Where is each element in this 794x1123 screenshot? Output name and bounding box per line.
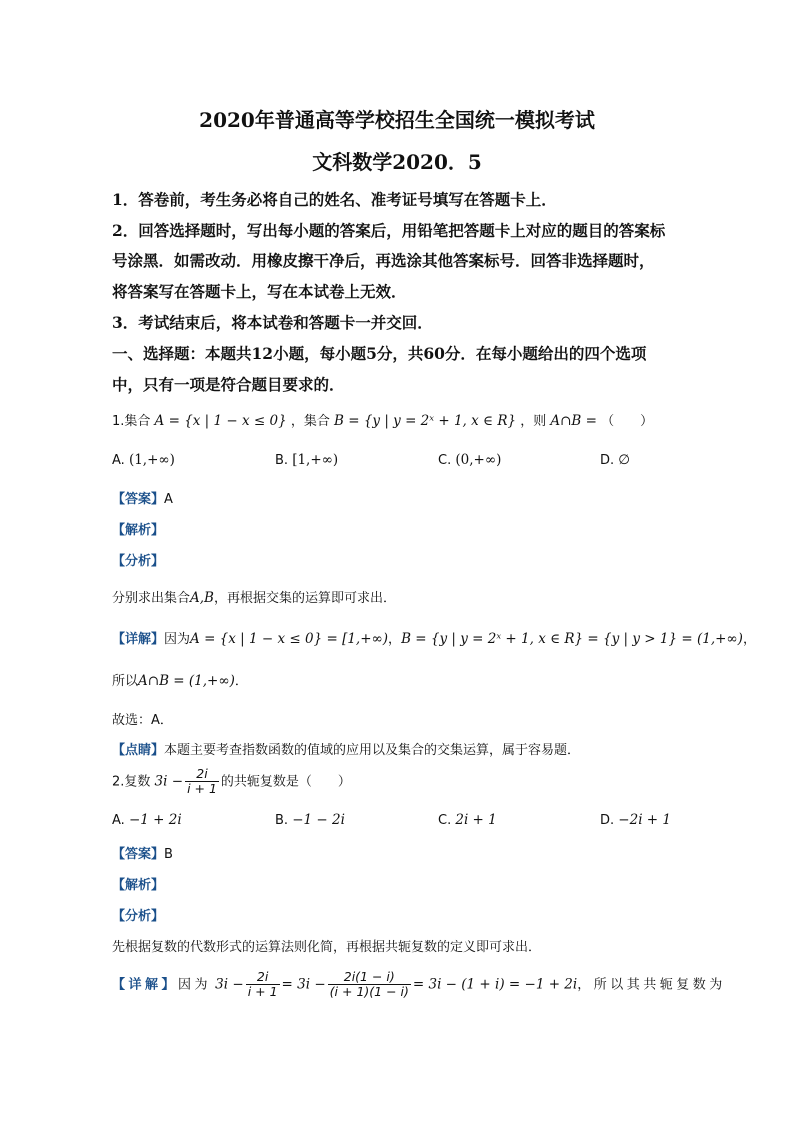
- q2-d-eq1: = 3i −: [281, 976, 326, 993]
- q1-comment-tag: 【点睛】: [112, 743, 165, 758]
- q2-option-a-value: −1 + 2i: [128, 812, 182, 828]
- q2-option-b-label: B.: [275, 813, 289, 828]
- q1-detail: [112, 628, 756, 647]
- q1-suffix: （ ）: [601, 414, 654, 429]
- q1-option-d: [600, 452, 630, 468]
- q1-mid2: ，则: [520, 414, 547, 429]
- q2-option-b: [275, 812, 345, 828]
- q2-answer-tag: 【答案】: [112, 847, 165, 862]
- q1-set-a: A = {x | 1 − x ≤ 0}: [154, 413, 287, 429]
- q2-option-a: [112, 812, 182, 828]
- note-2-line-3: 将答案写在答题卡上，写在本试卷上无效．: [112, 282, 407, 301]
- q1-option-c-label: C.: [438, 453, 452, 468]
- q1-detail-b: B = {y | y = 2ˣ + 1, x ∈ R} = {y | y > 1} = (1,+∞): [401, 631, 743, 647]
- q1-option-d-label: D.: [600, 453, 615, 468]
- q1-prefix: 1.集合: [112, 414, 151, 429]
- q1-option-c-value: (0,+∞): [455, 452, 502, 468]
- q2-analysis-tag: 【解析】: [112, 878, 165, 893]
- q2-frac-num: 2i: [185, 767, 219, 782]
- q1-detail-a: A = {x | 1 − x ≤ 0} = [1,+∞): [190, 631, 389, 647]
- note-2-line-2: 号涂黑．如需改动．用橡皮擦干净后，再选涂其他答案标号．回答非选择题时，: [112, 251, 655, 270]
- q1-detail-comma: ，: [388, 632, 402, 647]
- note-3: 3．考试结束后，将本试卷和答题卡一并交回．: [112, 313, 433, 332]
- q1-analysis-tag: 【解析】: [112, 523, 165, 538]
- q1-answer: [112, 488, 173, 507]
- q1-so: [112, 670, 248, 689]
- q1-so-expr: A∩B = (1,+∞): [138, 673, 235, 689]
- q2-detail-pre: 因为: [178, 977, 212, 993]
- q1-option-d-value: ∅: [618, 452, 631, 468]
- q2-d-frac1-num: 2i: [246, 970, 280, 985]
- q2-d-frac1: [246, 970, 280, 1000]
- q1-stem: [112, 410, 653, 429]
- q1-detail-pre: 因为: [164, 632, 191, 647]
- q1-option-c: [438, 452, 501, 468]
- q1-expr: A∩B =: [550, 413, 597, 429]
- q2-option-a-label: A.: [112, 813, 125, 828]
- q2-fenxi-tag: 【分析】: [112, 909, 165, 924]
- q1-answer-tag: 【答案】: [112, 492, 165, 507]
- note-1: 1．答卷前，考生务必将自己的姓名、准考证号填写在答题卡上．: [112, 190, 557, 209]
- q2-d-frac2: [328, 970, 411, 1000]
- q1-option-b-label: B.: [275, 453, 289, 468]
- q2-detail-tag: 【详解】: [112, 977, 179, 993]
- q2-d-rest: = 3i − (1 + i) = −1 + 2i: [412, 976, 578, 993]
- q2-d-frac2-den: (i + 1)(1 − i): [329, 984, 409, 1000]
- q2-prefix: 2.复数: [112, 774, 151, 790]
- q2-frac-den: i + 1: [187, 781, 217, 797]
- q1-option-a-value: (1,+∞): [128, 452, 175, 468]
- exam-title: 2020年普通高等学校招生全国统一模拟考试: [199, 108, 595, 132]
- q2-option-b-value: −1 − 2i: [292, 812, 345, 828]
- q2-d-frac1-den: i + 1: [247, 984, 278, 1000]
- q1-so-end: ．: [234, 674, 248, 689]
- q2-option-c: [438, 812, 497, 828]
- q2-option-d-value: −2i + 1: [618, 812, 671, 828]
- q1-fenxi-tag: 【分析】: [112, 554, 165, 569]
- q1-option-a-label: A.: [112, 453, 125, 468]
- note-2-line-1: 2．回答选择题时，写出每小题的答案后，用铅笔把答题卡上对应的题目的答案标: [112, 221, 666, 240]
- q2-detail-post: ，所以其共轭复数为: [577, 977, 726, 993]
- q2-answer-value: B: [164, 847, 173, 862]
- q1-choose: 故选：A．: [112, 713, 173, 728]
- q2-answer: [112, 843, 173, 862]
- q1-comment: [112, 739, 580, 758]
- q1-option-a: [112, 452, 175, 468]
- q1-option-b-value: [1,+∞): [292, 452, 339, 468]
- q1-comment-text: 本题主要考查指数函数的值域的应用以及集合的交集运算，属于容易题．: [164, 743, 581, 758]
- q1-mid: ，集合: [290, 414, 330, 429]
- q1-set-b: B = {y | y = 2ˣ + 1, x ∈ R}: [334, 413, 517, 429]
- q2-d-3i: 3i −: [215, 976, 244, 993]
- section-heading-line-2: 中，只有一项是符合题目要求的．: [112, 375, 345, 394]
- q1-detail-tag: 【详解】: [112, 632, 165, 647]
- exam-subtitle: 文科数学2020．5: [312, 150, 482, 174]
- q1-option-b: [275, 452, 338, 468]
- q1-fenxi: [112, 587, 396, 606]
- q2-fenxi: 先根据复数的代数形式的运算法则化简，再根据共轭复数的定义即可求出．: [112, 940, 542, 955]
- q2-detail: [112, 970, 726, 1000]
- q1-detail-end: ，: [742, 632, 756, 647]
- q2-option-d: [600, 812, 671, 828]
- q2-stem: [112, 767, 351, 797]
- q2-option-d-label: D.: [600, 813, 615, 828]
- q1-fenxi-post: ，再根据交集的运算即可求出．: [213, 591, 396, 606]
- q2-fraction: [185, 767, 219, 797]
- q1-fenxi-pre: 分别求出集合: [112, 591, 191, 606]
- q2-option-c-label: C.: [438, 813, 452, 828]
- q2-suffix: 的共轭复数是（ ）: [220, 774, 351, 790]
- q1-answer-value: A: [164, 492, 173, 507]
- q2-d-frac2-num: 2i(1 − i): [328, 970, 411, 985]
- q1-fenxi-sets: A,B: [190, 590, 214, 606]
- q2-expr-a: 3i −: [154, 773, 184, 790]
- section-heading-line-1: 一、选择题：本题共12小题，每小题5分，共60分．在每小题给出的四个选项: [112, 344, 647, 363]
- q2-option-c-value: 2i + 1: [455, 812, 497, 828]
- q1-so-pre: 所以: [112, 674, 139, 689]
